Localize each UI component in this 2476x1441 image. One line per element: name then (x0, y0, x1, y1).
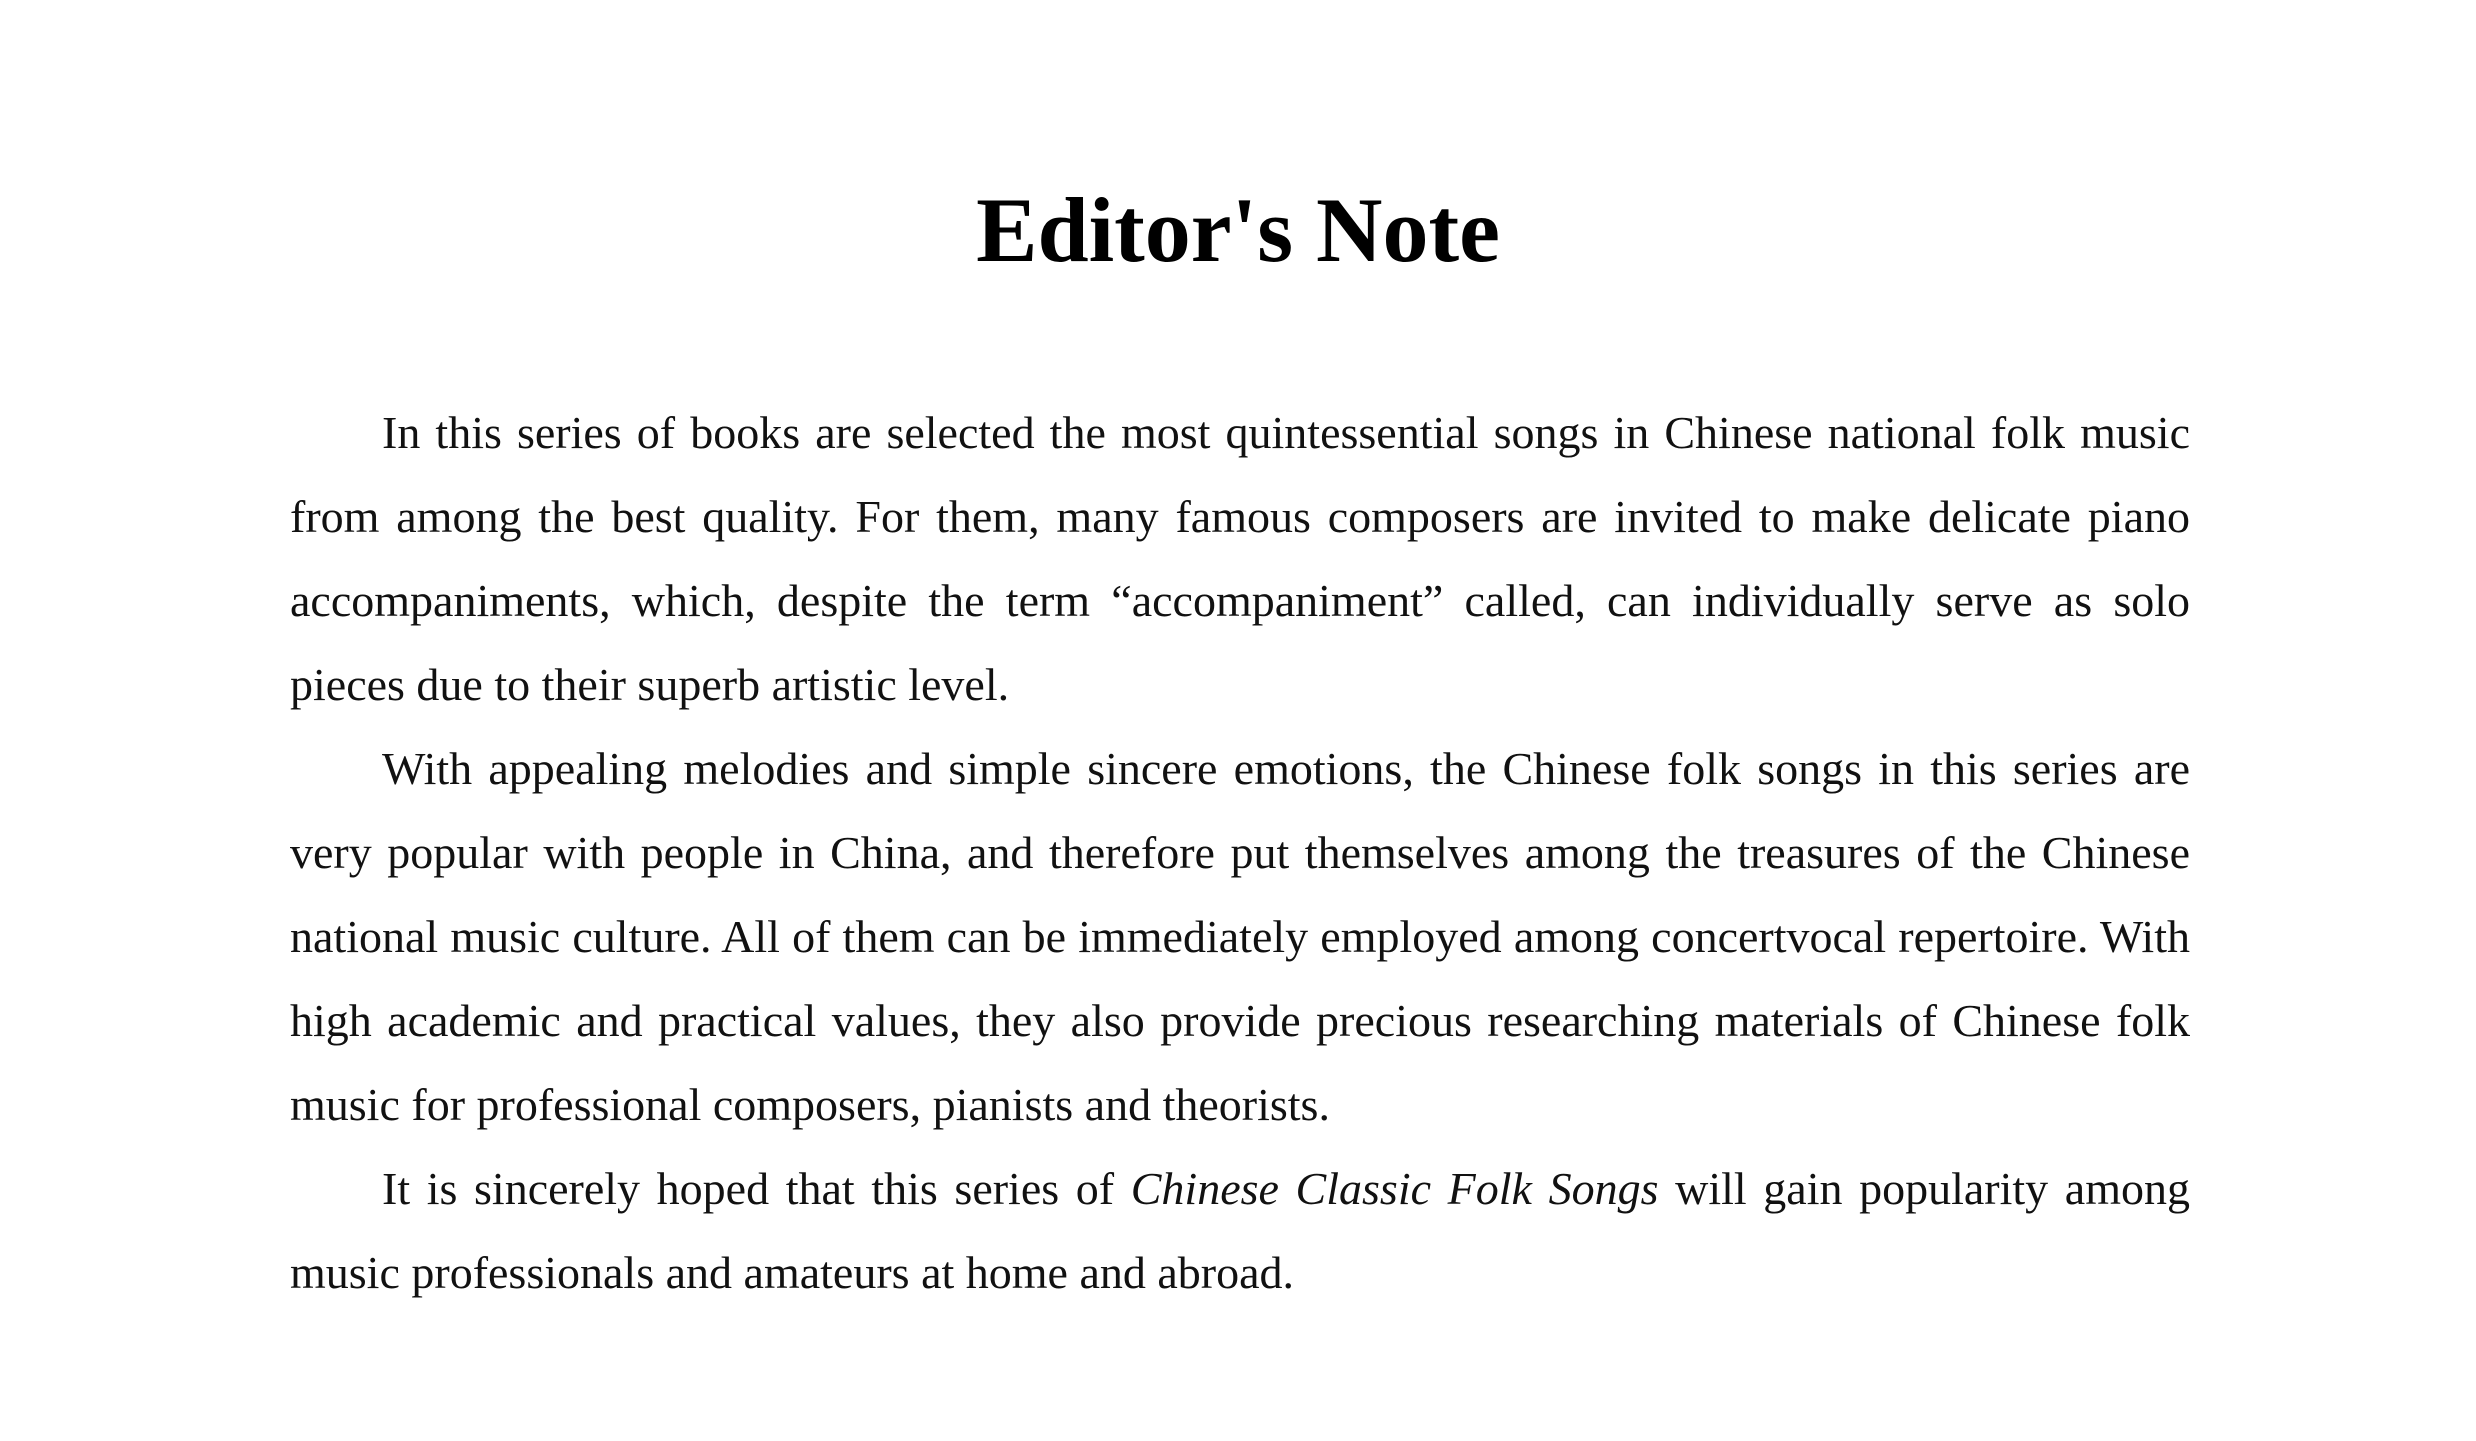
paragraph-3 (290, 1147, 2190, 1315)
paragraph-3-tail: will gain popularity among music professionals and amateurs at home and abroad. (290, 1163, 2190, 1298)
paragraph-2: With appealing melodies and simple sincere emotions, the Chinese folk songs in this series are very popular with people in China, and therefore put themselves among the treasures of the Chinese national music culture. All of them can be immediately employed among concertvocal repertoire. With high academic and practical values, they also provide precious researching materials of Chinese folk music for professional composers, pianists and theorists. (290, 743, 2190, 1130)
page-title: Editor's Note (976, 179, 1500, 281)
series-title: Chinese Classic Folk Songs (1130, 1163, 1659, 1214)
paragraph-1: In this series of books are selected the most quintessential songs in Chinese national folk music from among the best quality. For them, many famous composers are invited to make delicate piano accompaniments, which, despite the term “accompaniment” called, can individually serve as solo pieces due to their superb artistic level. (290, 407, 2190, 710)
body-text (290, 391, 2190, 1315)
paragraph-3-lead: It is sincerely hoped that this series of (382, 1163, 1131, 1214)
